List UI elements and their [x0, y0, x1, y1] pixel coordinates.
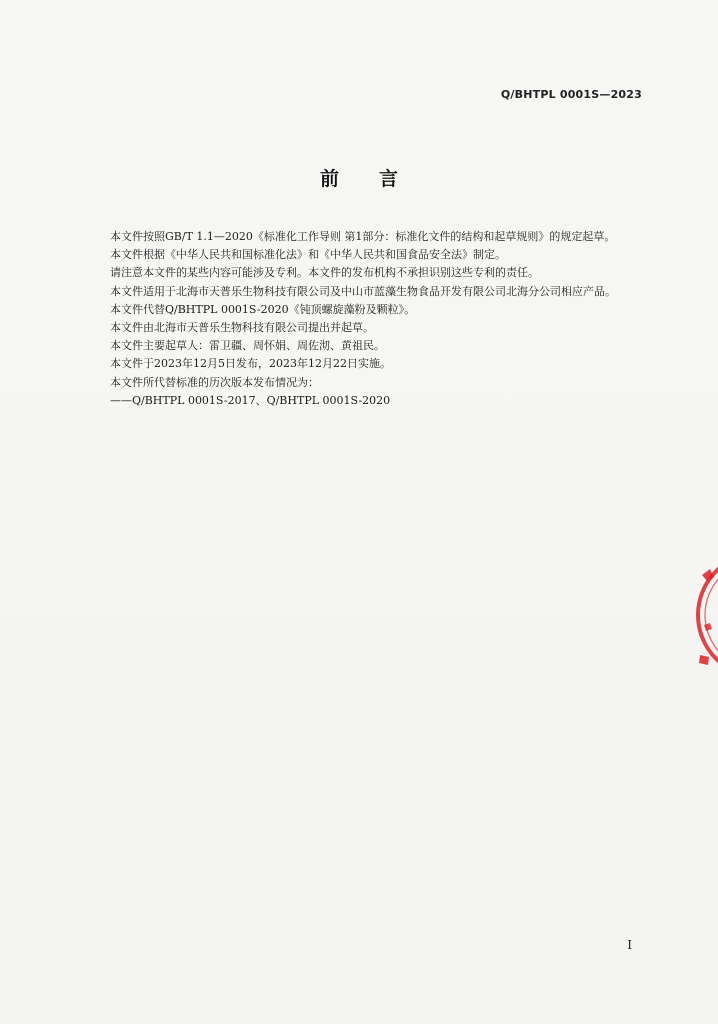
- paragraph-history-intro: 本文件所代替标准的历次版本发布情况为：: [110, 375, 319, 389]
- paragraph-legal-basis: 本文件根据《中华人民共和国标准化法》和《中华人民共和国食品安全法》制定。: [110, 248, 506, 262]
- seal-mark-middle: [704, 623, 712, 631]
- page-title: 前言: [319, 168, 438, 190]
- paragraph-patent-notice: 请注意本文件的某些内容可能涉及专利。本文件的发布机构不承担识别这些专利的责任。: [110, 266, 539, 280]
- paragraph-dates: 本文件于2023年12月5日发布，2023年12月22日实施。: [110, 357, 391, 371]
- foreword-body: [88, 228, 654, 410]
- paragraph-proposer: 本文件由北海市天普乐生物科技有限公司提出并起草。: [110, 321, 374, 335]
- seal-mark-top: [702, 569, 714, 581]
- paragraph-history-list: ——Q/BHTPL 0001S-2017、Q/BHTPL 0001S-2020: [110, 393, 391, 407]
- paragraph-drafters: 本文件主要起草人：雷卫疆、周怀娟、周佐沏、黄祖民。: [110, 339, 385, 353]
- seal-ring: [698, 553, 718, 677]
- red-seal-stamp: [690, 530, 718, 700]
- document-code: Q/BHTPL 0001S—2023: [500, 88, 642, 101]
- paragraph-structure-rule: 本文件按照GB/T 1.1—2020《标准化工作导则 第1部分：标准化文件的结构和起草规则》的规定起草。: [110, 230, 616, 243]
- seal-mark-bottom: [699, 655, 709, 665]
- page-number: I: [627, 938, 632, 952]
- paragraph-scope: 本文件适用于北海市天普乐生物科技有限公司及中山市蓝藻生物食品开发有限公司北海分公司相应产品。: [110, 284, 616, 298]
- paragraph-replaces: 本文件代替Q/BHTPL 0001S-2020《钝顶螺旋藻粉及颗粒》。: [110, 302, 416, 316]
- seal-inner-ring: [705, 560, 718, 670]
